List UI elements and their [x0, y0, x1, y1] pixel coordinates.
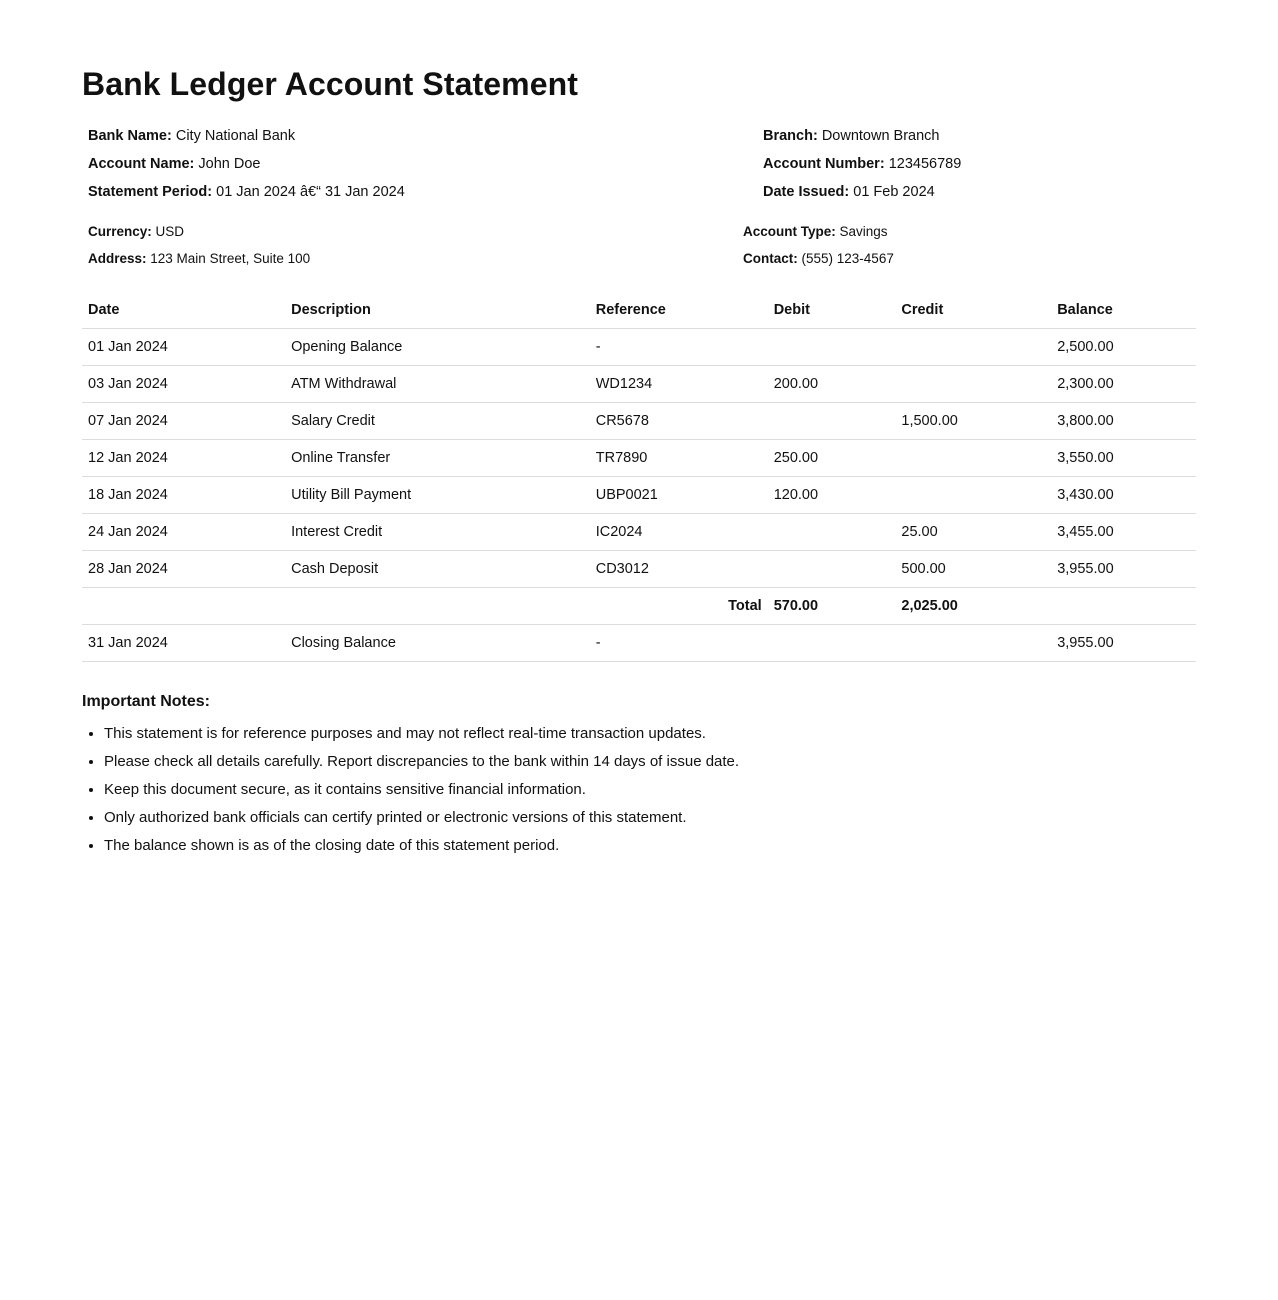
cell-credit: 1,500.00: [895, 403, 1051, 440]
cell-balance: 2,300.00: [1051, 366, 1196, 403]
statement-page: [82, 60, 1196, 860]
cell-debit: [768, 625, 896, 662]
cell-credit: [895, 366, 1051, 403]
cell-reference: UBP0021: [590, 477, 768, 514]
cell-debit: [768, 514, 896, 551]
statement-period-label: Statement Period:: [88, 184, 213, 200]
cell-debit: 250.00: [768, 440, 896, 477]
important-notes: [82, 690, 1196, 860]
account-type-value: Savings: [839, 224, 888, 239]
date-issued-value: 01 Feb 2024: [853, 184, 935, 200]
cell-credit: [895, 329, 1051, 366]
total-label: Total: [82, 588, 768, 625]
cell-debit: [768, 329, 896, 366]
header-description: Description: [285, 292, 590, 329]
header-reference: Reference: [590, 292, 768, 329]
ledger-table: [82, 292, 1196, 662]
cell-date: 18 Jan 2024: [82, 477, 285, 514]
cell-balance: 3,955.00: [1051, 551, 1196, 588]
statement-period-value: 01 Jan 2024 â€“ 31 Jan 2024: [216, 184, 405, 200]
cell-credit: 500.00: [895, 551, 1051, 588]
account-number-line: [763, 150, 961, 178]
currency-value: USD: [155, 224, 185, 239]
account-name-value: John Doe: [198, 156, 261, 172]
currency-line: [88, 218, 310, 245]
cell-description: Utility Bill Payment: [285, 477, 590, 514]
extra-details-left: [88, 218, 310, 272]
account-details-left: [88, 122, 405, 206]
cell-description: Interest Credit: [285, 514, 590, 551]
cell-debit: [768, 551, 896, 588]
cell-credit: [895, 440, 1051, 477]
table-row: [82, 329, 1196, 366]
total-credit: 2,025.00: [895, 588, 1051, 625]
cell-credit: [895, 477, 1051, 514]
cell-description: Closing Balance: [285, 625, 590, 662]
cell-date: 28 Jan 2024: [82, 551, 285, 588]
cell-debit: [768, 403, 896, 440]
cell-balance: 3,455.00: [1051, 514, 1196, 551]
contact-line: [743, 245, 894, 272]
account-name-line: [88, 150, 405, 178]
table-row: [82, 477, 1196, 514]
account-details-right: [763, 122, 961, 206]
header-date: Date: [82, 292, 285, 329]
header-debit: Debit: [768, 292, 896, 329]
list-item: • Keep this document secure, as it contains sensitive financial information.: [104, 776, 1196, 804]
cell-debit: 200.00: [768, 366, 896, 403]
cell-reference: -: [590, 329, 768, 366]
extra-details-right: [743, 218, 894, 272]
header-balance: Balance: [1051, 292, 1196, 329]
bank-name-label: Bank Name:: [88, 128, 172, 144]
extra-details: [82, 218, 1196, 278]
cell-date: 12 Jan 2024: [82, 440, 285, 477]
cell-description: Salary Credit: [285, 403, 590, 440]
date-issued-line: [763, 178, 961, 206]
contact-value: (555) 123-4567: [801, 251, 894, 266]
account-name-label: Account Name:: [88, 156, 195, 172]
account-number-label: Account Number:: [763, 156, 885, 172]
cell-description: Online Transfer: [285, 440, 590, 477]
cell-date: 03 Jan 2024: [82, 366, 285, 403]
page-title: Bank Ledger Account Statement: [82, 66, 579, 102]
cell-description: Opening Balance: [285, 329, 590, 366]
cell-balance: 3,800.00: [1051, 403, 1196, 440]
date-issued-label: Date Issued:: [763, 184, 850, 200]
table-header-row: [82, 292, 1196, 329]
branch-line: [763, 122, 961, 150]
list-item: • The balance shown is as of the closing date of this statement period.: [104, 832, 1196, 860]
cell-balance: 3,430.00: [1051, 477, 1196, 514]
account-number-value: 123456789: [888, 156, 962, 172]
account-details: [82, 122, 1196, 218]
cell-debit: 120.00: [768, 477, 896, 514]
table-row: [82, 403, 1196, 440]
header-credit: Credit: [895, 292, 1051, 329]
closing-balance-row: [82, 625, 1196, 662]
cell-date: 31 Jan 2024: [82, 625, 285, 662]
cell-balance: 2,500.00: [1051, 329, 1196, 366]
cell-balance: 3,955.00: [1051, 625, 1196, 662]
notes-list: [82, 720, 1196, 860]
cell-date: 07 Jan 2024: [82, 403, 285, 440]
branch-value: Downtown Branch: [821, 128, 940, 144]
cell-date: 01 Jan 2024: [82, 329, 285, 366]
address-value: 123 Main Street, Suite 100: [150, 251, 311, 266]
cell-reference: -: [590, 625, 768, 662]
table-row: [82, 514, 1196, 551]
cell-reference: CD3012: [590, 551, 768, 588]
bank-name-line: [88, 122, 405, 150]
address-label: Address:: [88, 251, 147, 266]
total-balance-empty: [1051, 588, 1196, 625]
cell-reference: TR7890: [590, 440, 768, 477]
address-line: [88, 245, 310, 272]
statement-period-line: [88, 178, 405, 206]
cell-description: ATM Withdrawal: [285, 366, 590, 403]
cell-credit: 25.00: [895, 514, 1051, 551]
table-row: [82, 440, 1196, 477]
total-debit: 570.00: [768, 588, 896, 625]
notes-heading: Important Notes:: [82, 693, 210, 710]
cell-balance: 3,550.00: [1051, 440, 1196, 477]
cell-credit: [895, 625, 1051, 662]
list-item: • Only authorized bank officials can certify printed or electronic versions of this statement.: [104, 804, 1196, 832]
cell-date: 24 Jan 2024: [82, 514, 285, 551]
account-type-line: [743, 218, 894, 245]
account-type-label: Account Type:: [743, 224, 836, 239]
table-row: [82, 551, 1196, 588]
branch-label: Branch:: [763, 128, 818, 144]
table-row: [82, 366, 1196, 403]
contact-label: Contact:: [743, 251, 798, 266]
cell-description: Cash Deposit: [285, 551, 590, 588]
cell-reference: CR5678: [590, 403, 768, 440]
cell-reference: WD1234: [590, 366, 768, 403]
cell-reference: IC2024: [590, 514, 768, 551]
list-item: • This statement is for reference purposes and may not reflect real-time transaction updates.: [104, 720, 1196, 748]
bank-name-value: City National Bank: [175, 128, 296, 144]
list-item: • Please check all details carefully. Report discrepancies to the bank within 14 days of issue date.: [104, 748, 1196, 776]
currency-label: Currency:: [88, 224, 152, 239]
total-row: [82, 588, 1196, 625]
